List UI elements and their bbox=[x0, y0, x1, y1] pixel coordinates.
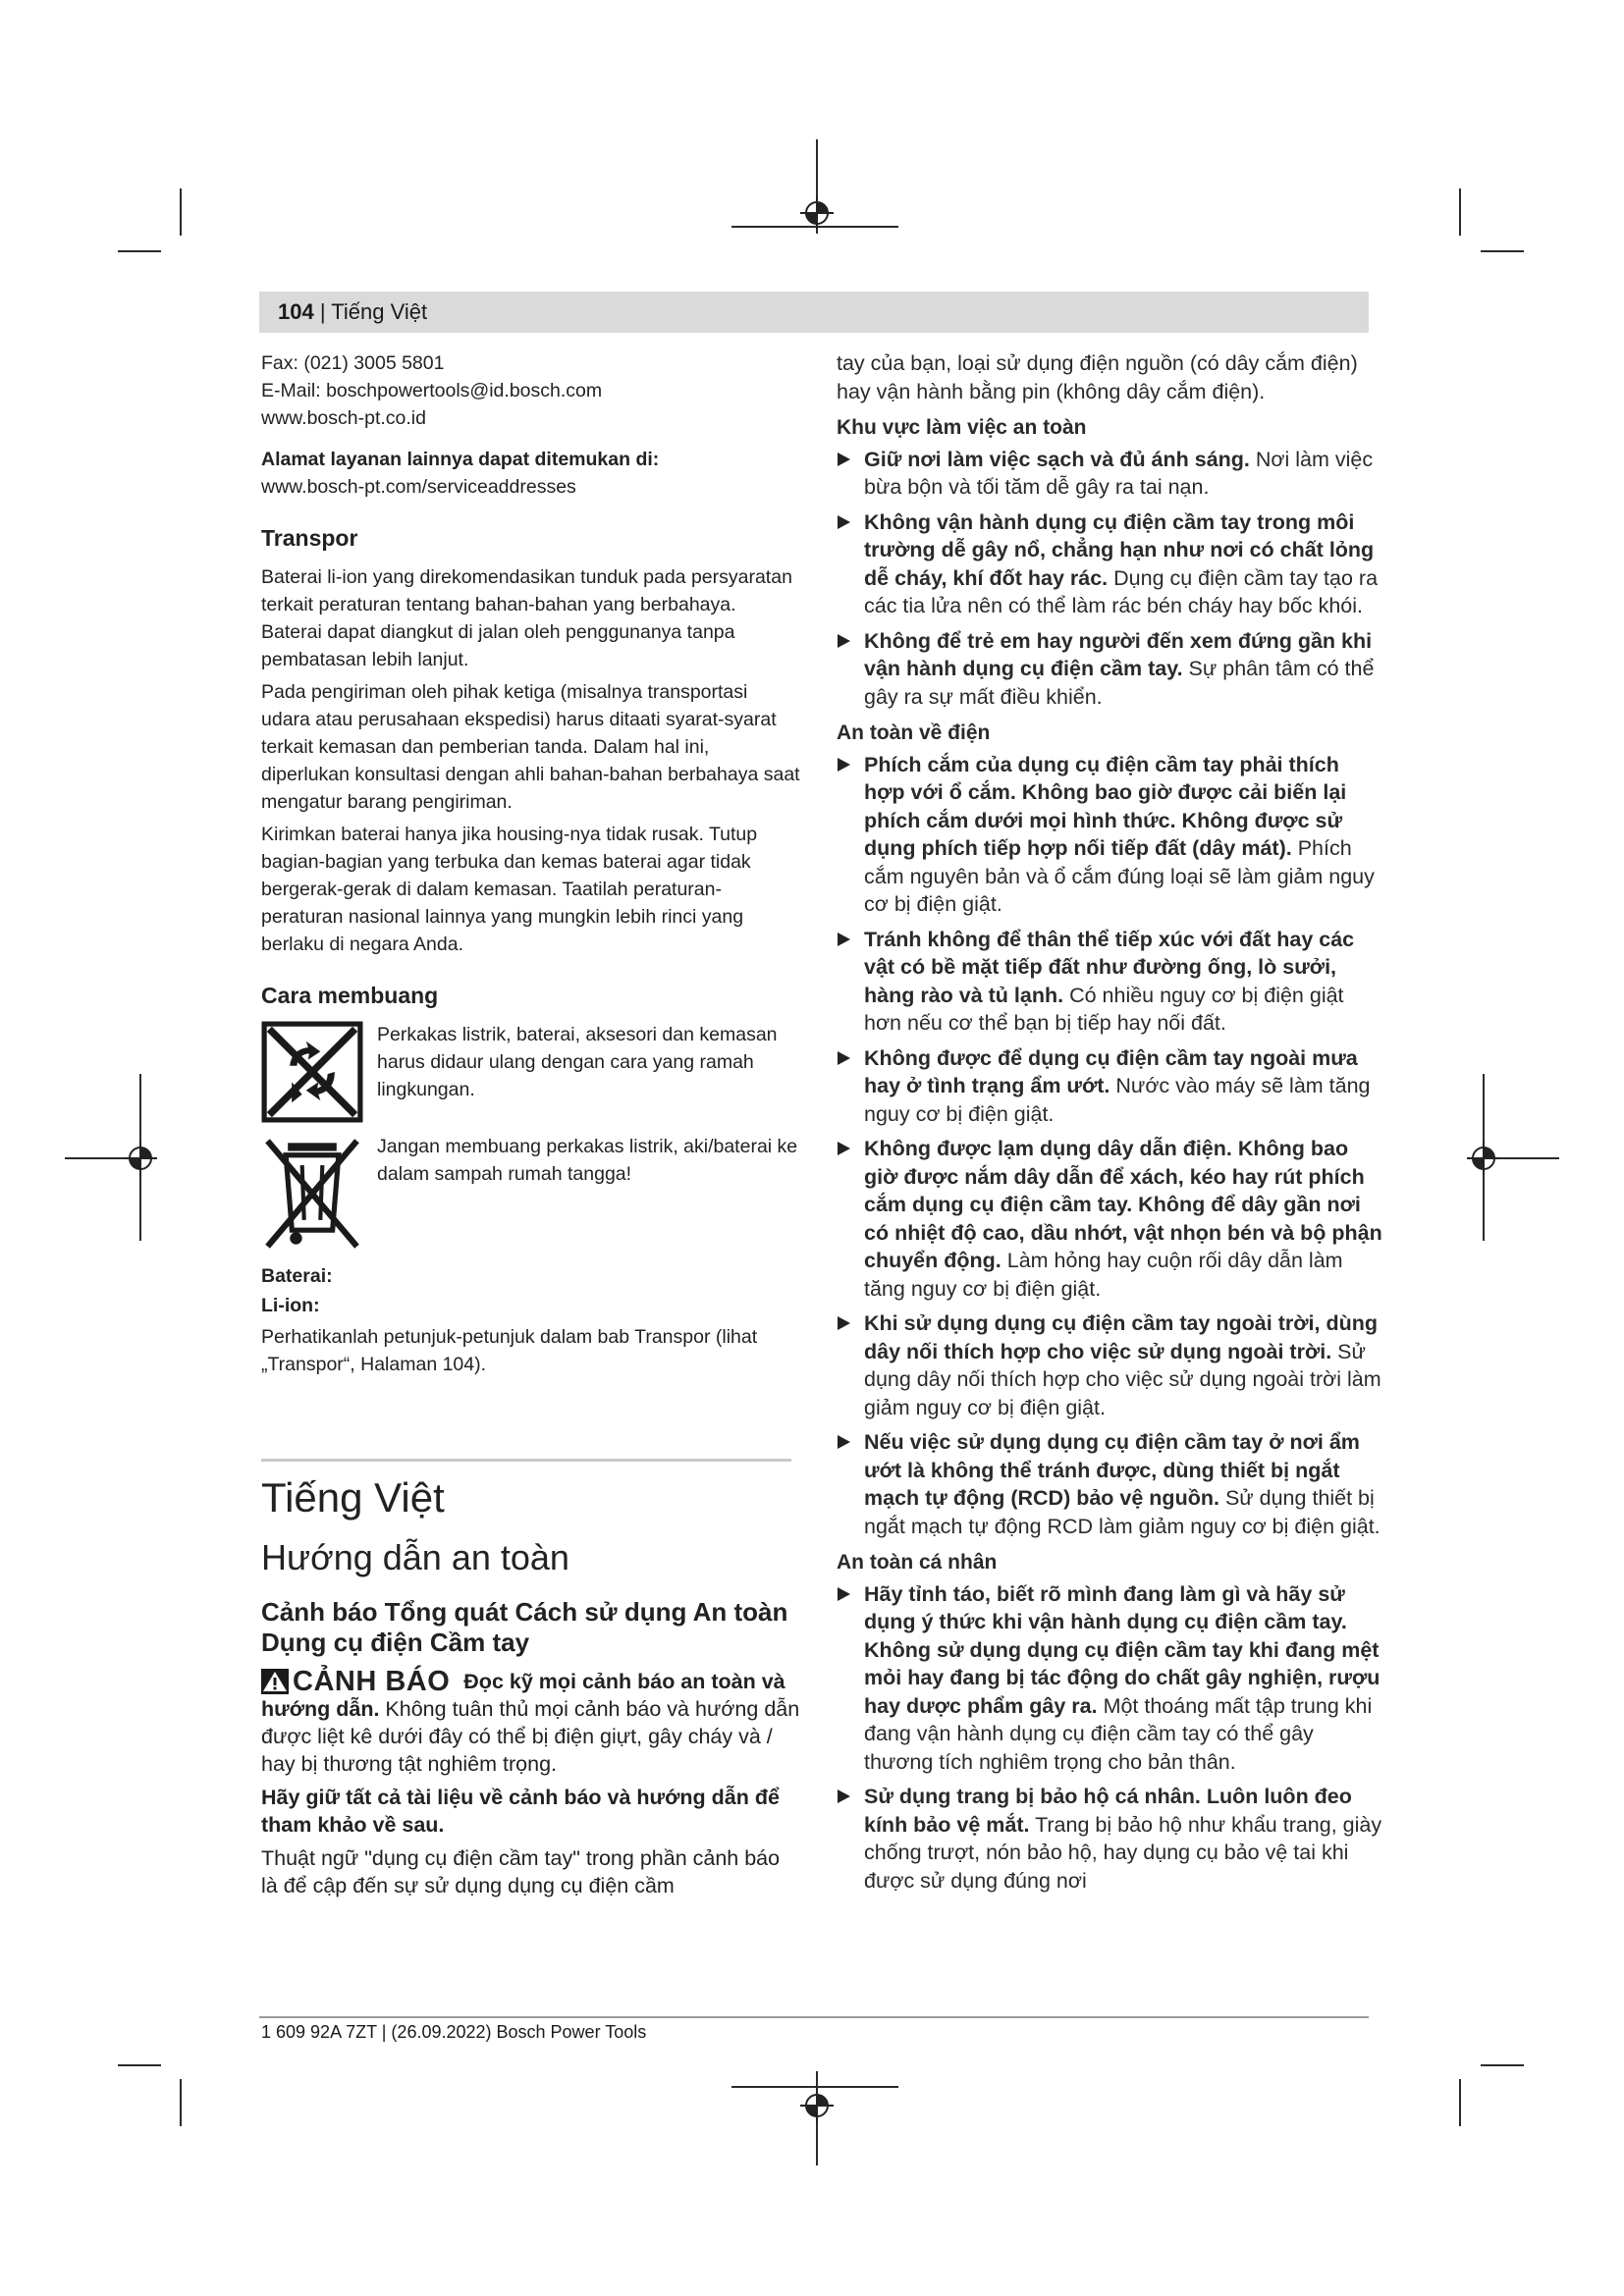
safety-sections bbox=[837, 414, 1382, 1895]
bullet-arrow-icon bbox=[838, 1142, 850, 1155]
registration-target-icon bbox=[1467, 1142, 1500, 1175]
crop-mark bbox=[180, 188, 182, 236]
safety-bullet bbox=[837, 1783, 1382, 1895]
contact-fax: Fax: (021) 3005 5801 bbox=[261, 352, 445, 374]
safety-bullet bbox=[837, 1309, 1382, 1421]
safety-bullet bbox=[837, 1428, 1382, 1540]
bullet-arrow-icon bbox=[838, 453, 850, 466]
keep-docs-text: Hãy giữ tất cả tài liệu về cảnh báo và hướng dẫn để tham khảo về sau. bbox=[261, 1786, 780, 1837]
disposal-recycle-text: Perkakas listrik, baterai, aksesori dan kemasan harus didaur ulang dengan cara yang ramah lingkungan. bbox=[377, 1024, 778, 1100]
crossed-out-wheelie-bin-icon bbox=[261, 1133, 363, 1255]
bullet-text: Một thoáng mất tập trung khi đang vận hành dụng cụ điện cầm tay có thể gây thương tích nghiêm trọng cho bản thân. bbox=[864, 1693, 1373, 1774]
transport-paragraph: Baterai li-ion yang direkomendasikan tunduk pada persyaratan terkait peraturan tentang bahan-bahan yang berbahaya. Baterai dapat diangkut di jalan oleh penggunanya tanpa pembatasan lebih lanjut. bbox=[261, 566, 792, 670]
intro-text: tay của bạn, loại sử dụng điện nguồn (có dây cắm điện) hay vận hành bằng pin (không dây cắm điện). bbox=[837, 351, 1358, 403]
warning-badge bbox=[261, 1668, 450, 1695]
bullet-bold-text: Sử dụng trang bị bảo hộ cá nhân. Luôn luôn đeo kính bảo vệ mắt. bbox=[864, 1785, 1352, 1837]
bullet-arrow-icon bbox=[838, 1587, 850, 1601]
disposal-recycle-row bbox=[261, 1021, 801, 1123]
transport-paragraph: Pada pengiriman oleh pihak ketiga (misalnya transportasi udara atau perusahaan ekspedisi) harus ditaati syarat-syarat terkait kemasan dan pemberian tanda. Dalam hal ini, diperlukan konsultasi dengan ahli bahan-bahan berbahaya saat mengatur barang pengiriman. bbox=[261, 681, 800, 813]
left-column bbox=[261, 349, 801, 1899]
bullet-bold-text: Tránh không để thân thể tiếp xúc với đất hay các vật có bề mặt tiếp đất như đường ống, lò sưởi, hàng rào và tủ lạnh. bbox=[864, 927, 1355, 1007]
bullet-text: Có nhiều nguy cơ bị điện giật hơn nếu cơ thể bạn bị tiếp hay nối đất. bbox=[864, 983, 1344, 1035]
disposal-heading: Cara membuang bbox=[261, 983, 439, 1008]
warning-bold-text: Đọc kỹ mọi cảnh báo an toàn và hướng dẫn. bbox=[261, 1670, 785, 1721]
bullet-bold-text: Giữ nơi làm việc sạch và đủ ánh sáng. bbox=[864, 447, 1250, 471]
bullet-text: Nơi làm việc bừa bộn và tối tăm dễ gây ra tai nạn. bbox=[864, 447, 1374, 499]
liion-label: Li-ion: bbox=[261, 1295, 320, 1316]
battery-note: Perhatikanlah petunjuk-petunjuk dalam bab Transpor (lihat „Transpor“, Halaman 104). bbox=[261, 1326, 758, 1375]
safety-bullet bbox=[837, 508, 1382, 620]
battery-label: Baterai: bbox=[261, 1265, 333, 1287]
bullet-arrow-icon bbox=[838, 1789, 850, 1803]
safety-bullet bbox=[837, 751, 1382, 919]
registration-target-icon bbox=[800, 2089, 834, 2122]
safety-bullet bbox=[837, 1044, 1382, 1129]
safety-bullet bbox=[837, 926, 1382, 1038]
bullet-bold-text: Không được lạm dụng dây dẫn điện. Không bao giờ được nắm dây dẫn để xách, kéo hay rút phích cắm dụng cụ điện cầm tay. Không để dây gần nơi có nhiệt độ cao, dầu nhớt, vật nhọn bén và bộ phận chuyển động. bbox=[864, 1137, 1382, 1272]
header-separator: | bbox=[319, 299, 326, 324]
crop-mark bbox=[1481, 2064, 1524, 2066]
bullet-arrow-icon bbox=[838, 515, 850, 529]
bullet-arrow-icon bbox=[838, 933, 850, 946]
contact-email: E-Mail: boschpowertools@id.bosch.com bbox=[261, 380, 603, 401]
footer-rule bbox=[259, 2016, 1369, 2018]
bullet-text: Làm hỏng hay cuộn rối dây dẫn làm tăng nguy cơ bị điện giật. bbox=[864, 1249, 1343, 1301]
bullet-bold-text: Phích cắm của dụng cụ điện cầm tay phải thích hợp với ổ cắm. Không bao giờ được cải biến lại phích cắm dưới mọi hình thức. Không được sử dụng phích tiếp hợp nối tiếp đất (dây mát). bbox=[864, 752, 1347, 860]
contact-website: www.bosch-pt.co.id bbox=[261, 407, 426, 429]
bullet-text: Sự phân tâm có thể gây ra sự mất điều khiển. bbox=[864, 657, 1375, 709]
header-section: Tiếng Việt bbox=[331, 299, 428, 324]
crop-mark bbox=[118, 250, 161, 252]
disposal-bin-text: Jangan membuang perkakas listrik, aki/baterai ke dalam sampah rumah tangga! bbox=[377, 1136, 798, 1185]
bullet-bold-text: Không vận hành dụng cụ điện cầm tay trong môi trường dễ gây nổ, chẳng hạn như nơi có chất lỏng dễ cháy, khí đốt hay rác. bbox=[864, 509, 1375, 590]
bullet-arrow-icon bbox=[838, 1316, 850, 1330]
transport-heading: Transpor bbox=[261, 525, 358, 551]
crop-mark bbox=[1481, 250, 1524, 252]
bullet-text: Trang bị bảo hộ như khẩu trang, giày chống trượt, nón bảo hộ, hay dụng cụ bảo vệ tai khi được sử dụng đúng nơi bbox=[864, 1812, 1382, 1893]
warning-text: Không tuân thủ mọi cảnh báo và hướng dẫn được liệt kê dưới đây có thể bị điện giựt, gây cháy và / hay bị thương tật nghiêm trọng. bbox=[261, 1697, 800, 1776]
bullet-text: Sử dụng dây nối thích hợp cho việc sử dụng ngoài trời làm giảm nguy cơ bị điện giật. bbox=[864, 1339, 1381, 1419]
term-text: Thuật ngữ "dụng cụ điện cầm tay" trong phần cảnh báo là để cập đến sự sử dụng dụng cụ điện cầm bbox=[261, 1846, 781, 1897]
transport-paragraph: Kirimkan baterai hanya jika housing-nya tidak rusak. Tutup bagian-bagian yang terbuka dan kemas baterai agar tidak bergerak-gerak di dalam kemasan. Taatilah peraturan-peraturan nasional lainnya yang mungkin lebih rinci yang berlaku di negara Anda. bbox=[261, 824, 758, 955]
crop-mark bbox=[118, 2064, 161, 2066]
bullet-arrow-icon bbox=[838, 1435, 850, 1449]
service-url: www.bosch-pt.com/serviceaddresses bbox=[261, 476, 576, 498]
bullet-bold-text: Không được để dụng cụ điện cầm tay ngoài mưa hay ở tình trạng ẩm ướt. bbox=[864, 1045, 1358, 1097]
disposal-bin-row bbox=[261, 1133, 801, 1255]
service-heading: Alamat layanan lainnya dapat ditemukan di: bbox=[261, 449, 660, 470]
crop-mark bbox=[1459, 2079, 1461, 2126]
bullet-arrow-icon bbox=[838, 1051, 850, 1065]
registration-target-icon bbox=[124, 1142, 157, 1175]
bullet-text: Dụng cụ điện cầm tay tạo ra các tia lửa nên có thể làm rác bén cháy hay bốc khói. bbox=[864, 565, 1379, 617]
bullet-text: Phích cắm nguyên bản và ổ cắm đúng loại sẽ làm giảm nguy cơ bị điện giật. bbox=[864, 836, 1375, 916]
bullet-bold-text: Hãy tỉnh táo, biết rõ mình đang làm gì và hãy sử dụng ý thức khi vận hành dụng cụ điện cầm tay. Không sử dụng dụng cụ điện cầm tay khi đang mệt mỏi hay đang bị tác động do chất gây nghiện, rượu hay dược phẩm gây ra. bbox=[864, 1581, 1380, 1718]
general-warning-title: Cảnh báo Tổng quát Cách sử dụng An toàn Dụng cụ điện Cầm tay bbox=[261, 1597, 788, 1657]
language-title: Tiếng Việt bbox=[261, 1474, 445, 1521]
footer-text: 1 609 92A 7ZT | (26.09.2022) Bosch Power Tools bbox=[261, 2022, 647, 2042]
bullet-text: Sử dụng thiết bị ngắt mạch tự động RCD làm giảm nguy cơ bị điện giật. bbox=[864, 1486, 1380, 1538]
bullet-bold-text: Không để trẻ em hay người đến xem đứng gần khi vận hành dụng cụ điện cầm tay. bbox=[864, 628, 1373, 680]
crop-mark bbox=[1459, 188, 1461, 236]
bullet-bold-text: Nếu việc sử dụng dụng cụ điện cầm tay ở nơi ẩm ướt là không thể tránh được, dùng thiết bị ngắt mạch tự động (RCD) bảo vệ nguồn. bbox=[864, 1430, 1360, 1510]
page-number: 104 bbox=[278, 299, 314, 324]
right-column bbox=[837, 349, 1382, 1901]
warning-label: CẢNH BÁO bbox=[293, 1666, 451, 1697]
registration-target-icon bbox=[800, 196, 834, 230]
page-header bbox=[278, 299, 427, 325]
section-title: An toàn cá nhân bbox=[837, 1551, 998, 1574]
safety-bullet bbox=[837, 1135, 1382, 1303]
warning-block bbox=[261, 1668, 801, 1778]
safety-bullet bbox=[837, 446, 1382, 502]
bullet-arrow-icon bbox=[838, 634, 850, 648]
registration-line bbox=[731, 2086, 898, 2088]
no-disposal-recycle-icon bbox=[261, 1021, 363, 1123]
section-title: An toàn về điện bbox=[837, 721, 991, 744]
safety-title: Hướng dẫn an toàn bbox=[261, 1537, 569, 1577]
bullet-text: Nước vào máy sẽ làm tăng nguy cơ bị điện giật. bbox=[864, 1074, 1371, 1126]
safety-bullet bbox=[837, 1580, 1382, 1777]
warning-triangle-icon bbox=[261, 1669, 289, 1694]
bullet-bold-text: Khi sử dụng dụng cụ điện cầm tay ngoài trời, dùng dây nối thích hợp cho việc sử dụng ngoài trời. bbox=[864, 1311, 1378, 1363]
crop-mark bbox=[180, 2079, 182, 2126]
section-title: Khu vực làm việc an toàn bbox=[837, 416, 1087, 439]
bullet-arrow-icon bbox=[838, 758, 850, 772]
section-divider bbox=[261, 1459, 791, 1462]
safety-bullet bbox=[837, 627, 1382, 712]
